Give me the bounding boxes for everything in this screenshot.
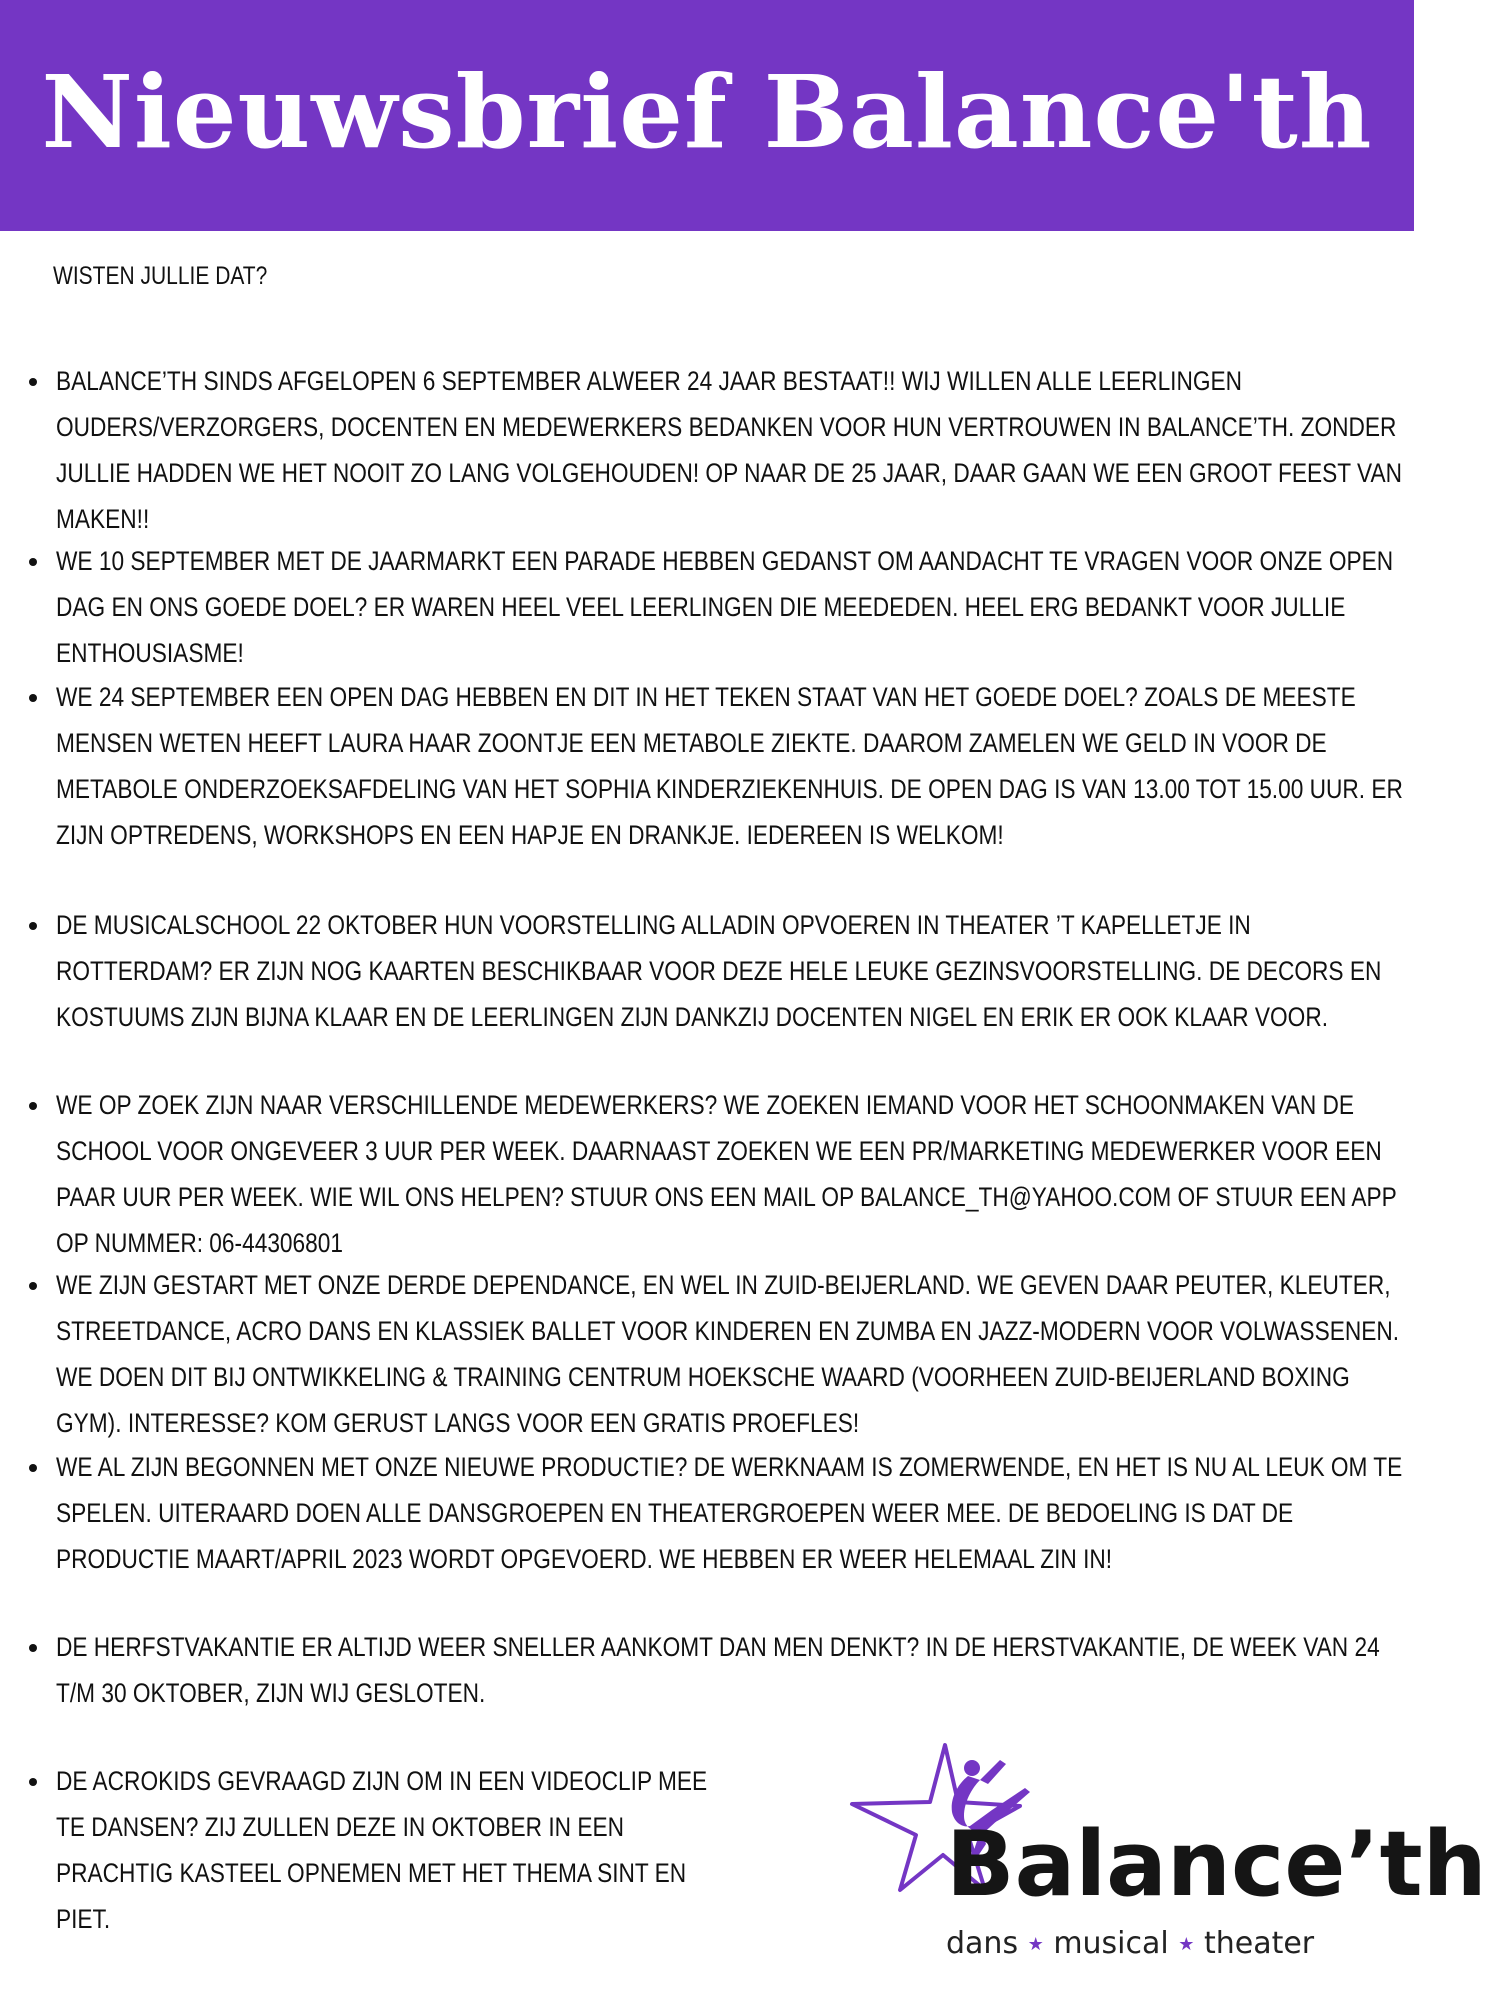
bullet-icon <box>29 558 37 566</box>
list-item-text: WE 24 SEPTEMBER EEN OPEN DAG HEBBEN EN DIT IN HET TEKEN STAAT VAN HET GOEDE DOEL? ZOALS DE MEESTE MENSEN WETEN HEEFT LAURA HAAR ZOONTJE EEN METABOLE ZIEKTE. DAAROM ZAMELEN WE GELD IN VOOR DE METABOLE ONDERZOEKSAFDELING VAN HET SOPHIA KINDERZIEKENHUIS. DE OPEN DAG IS VAN 13.00 TOT 15.00 UUR. ER ZIJN OPTREDENS, WORKSHOPS EN EEN HAPJE EN DRANKJE. IEDEREEN IS WELKOM! <box>56 682 1403 850</box>
list-item-text: WE AL ZIJN BEGONNEN MET ONZE NIEUWE PRODUCTIE? DE WERKNAAM IS ZOMERWENDE, EN HET IS NU AL LEUK OM TE SPELEN. UITERAARD DOEN ALLE DANSGROEPEN EN THEATERGROEPEN WEER MEE. DE BEDOELING IS DAT DE PRODUCTIE MAART/APRIL 2023 WORDT OPGEVOERD. WE HEBBEN ER WEER HELEMAAL ZIN IN! <box>56 1452 1403 1574</box>
list-item <box>56 1082 1401 1266</box>
tagline-musical: musical <box>1053 1926 1169 1961</box>
list-item-text: DE ACROKIDS GEVRAAGD ZIJN OM IN EEN VIDEOCLIP MEE TE DANSEN? ZIJ ZULLEN DEZE IN OKTOBER IN EEN PRACHTIG KASTEEL OPNEMEN MET HET THEMA SINT EN PIET. <box>56 1766 708 1934</box>
list-item-text: WE OP ZOEK ZIJN NAAR VERSCHILLENDE MEDEWERKERS? WE ZOEKEN IEMAND VOOR HET SCHOONMAKEN VAN DE SCHOOL VOOR ONGEVEER 3 UUR PER WEEK. DAARNAAST ZOEKEN WE EEN PR/MARKETING MEDEWERKER VOOR EEN PAAR UUR PER WEEK. WIE WIL ONS HELPEN? STUUR ONS EEN MAIL OP BALANCE_TH@YAHOO.COM OF STUUR EEN APP OP NUMMER: 06-44306801 <box>56 1090 1397 1258</box>
list-item <box>56 1624 1401 1716</box>
bullet-icon <box>29 1282 37 1290</box>
logo-wordmark: Balance’th <box>946 1812 1487 1917</box>
list-item <box>56 538 1401 676</box>
list-item-text: BALANCE’TH SINDS AFGELOPEN 6 SEPTEMBER ALWEER 24 JAAR BESTAAT!! WIJ WILLEN ALLE LEERLINGEN OUDERS/VERZORGERS, DOCENTEN EN MEDEWERKERS BEDANKEN VOOR HUN VERTROUWEN IN BALANCE’TH. ZONDER JULLIE HADDEN WE HET NOOIT ZO LANG VOLGEHOUDEN! OP NAAR DE 25 JAAR, DAAR GAAN WE EEN GROOT FEEST VAN MAKEN!! <box>56 366 1402 534</box>
logo-tagline <box>946 1926 1314 1961</box>
newsletter-header <box>0 0 1414 231</box>
newsletter-title: Nieuwsbrief Balance'th <box>41 52 1373 171</box>
list-item <box>56 358 1401 542</box>
star-icon: ★ <box>1027 1934 1044 1955</box>
list-item <box>56 1444 1401 1582</box>
tagline-theater: theater <box>1203 1926 1315 1961</box>
bullet-icon <box>29 1778 37 1786</box>
bullet-icon <box>29 694 37 702</box>
list-item-text: WE 10 SEPTEMBER MET DE JAARMARKT EEN PARADE HEBBEN GEDANST OM AANDACHT TE VRAGEN VOOR ONZE OPEN DAG EN ONS GOEDE DOEL? ER WAREN HEEL VEEL LEERLINGEN DIE MEEDEDEN. HEEL ERG BEDANKT VOOR JULLIE ENTHOUSIASME! <box>56 546 1394 668</box>
list-item-text: DE HERFSTVAKANTIE ER ALTIJD WEER SNELLER AANKOMT DAN MEN DENKT? IN DE HERSTVAKANTIE, DE WEEK VAN 24 T/M 30 OKTOBER, ZIJN WIJ GESLOTEN. <box>56 1632 1380 1708</box>
bullet-icon <box>29 378 37 386</box>
bullet-icon <box>29 1644 37 1652</box>
bullet-icon <box>29 1102 37 1110</box>
list-item-text: WE ZIJN GESTART MET ONZE DERDE DEPENDANCE, EN WEL IN ZUID-BEIJERLAND. WE GEVEN DAAR PEUTER, KLEUTER, STREETDANCE, ACRO DANS EN KLASSIEK BALLET VOOR KINDEREN EN ZUMBA EN JAZZ-MODERN VOOR VOLWASSENEN. WE DOEN DIT BIJ ONTWIKKELING & TRAINING CENTRUM HOEKSCHE WAARD (VOORHEEN ZUID-BEIJERLAND BOXING GYM). INTERESSE? KOM GERUST LANGS VOOR EEN GRATIS PROEFLES! <box>56 1270 1400 1438</box>
balanceth-logo <box>850 1740 1487 1985</box>
bullet-icon <box>29 922 37 930</box>
list-item <box>56 674 1401 858</box>
tagline-dans: dans <box>946 1926 1019 1961</box>
intro-heading: WISTEN JULLIE DAT? <box>53 262 268 290</box>
list-item-text: DE MUSICALSCHOOL 22 OKTOBER HUN VOORSTELLING ALLADIN OPVOEREN IN THEATER ’T KAPELLETJE IN ROTTERDAM? ER ZIJN NOG KAARTEN BESCHIKBAAR VOOR DEZE HELE LEUKE GEZINSVOORSTELLING. DE DECORS EN KOSTUUMS ZIJN BIJNA KLAAR EN DE LEERLINGEN ZIJN DANKZIJ DOCENTEN NIGEL EN ERIK ER OOK KLAAR VOOR. <box>56 910 1382 1032</box>
star-icon: ★ <box>1178 1934 1195 1955</box>
list-item <box>56 1262 1401 1446</box>
bullet-icon <box>29 1464 37 1472</box>
list-item <box>56 902 1401 1040</box>
